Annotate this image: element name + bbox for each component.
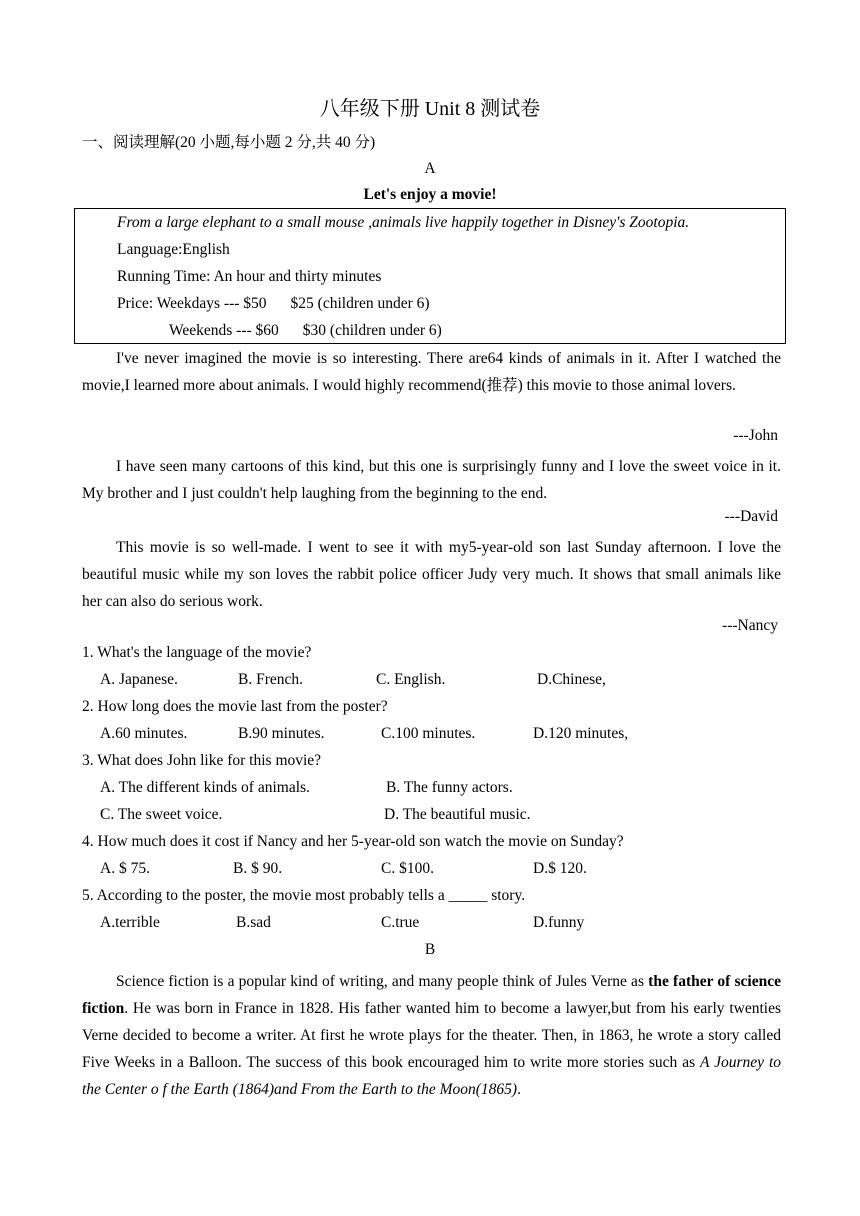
q1-option-d: D.Chinese, xyxy=(537,671,606,688)
section-heading: 一、阅读理解(20 小题,每小题 2 分,共 40 分) xyxy=(82,134,376,151)
passage-b-bold-phrase: the father of science fiction xyxy=(82,973,781,1017)
q3-option-d: D. The beautiful music. xyxy=(384,806,531,823)
poster-title: Let's enjoy a movie! xyxy=(363,186,497,203)
passage-b-text-end: . xyxy=(517,1081,521,1098)
poster-price-weekends xyxy=(169,322,442,340)
q4-option-a: A. $ 75. xyxy=(100,860,150,877)
q5-option-d: D.funny xyxy=(533,914,585,931)
movie-poster-box xyxy=(74,208,786,344)
question-4: 4. How much does it cost if Nancy and her 5-year-old son watch the movie on Sunday? xyxy=(82,833,624,850)
q5-option-a: A.terrible xyxy=(100,914,160,931)
passage-b-text-start: Science fiction is a popular kind of writing, and many people think of Jules Verne as xyxy=(116,973,649,990)
q1-option-a: A. Japanese. xyxy=(100,671,178,688)
q4-option-b: B. $ 90. xyxy=(233,860,283,877)
review-nancy: This movie is so well-made. I went to see it with my5-year-old son last Sunday afternoon. I love the beautiful music while my son loves the rabbit police officer Judy very much. It shows that small animals like her can also do serious work. xyxy=(82,539,781,610)
q3-option-c: C. The sweet voice. xyxy=(100,806,223,823)
review-author-david: ---David xyxy=(724,508,778,525)
price-weekdays-adult: Price: Weekdays --- $50 xyxy=(117,295,267,312)
poster-price-weekdays xyxy=(117,295,430,313)
q2-option-a: A.60 minutes. xyxy=(100,725,188,742)
q4-option-d: D.$ 120. xyxy=(533,860,587,877)
poster-language: Language:English xyxy=(117,241,230,258)
q2-option-d: D.120 minutes, xyxy=(533,725,629,742)
q2-option-c: C.100 minutes. xyxy=(381,725,476,742)
q1-option-b: B. French. xyxy=(238,671,304,688)
q3-option-b: B. The funny actors. xyxy=(386,779,513,796)
question-2: 2. How long does the movie last from the poster? xyxy=(82,698,388,715)
q5-option-b: B.sad xyxy=(236,914,271,931)
question-1: 1. What's the language of the movie? xyxy=(82,644,312,661)
q1-option-c: C. English. xyxy=(376,671,446,688)
passage-b-paragraph xyxy=(82,968,781,1103)
passage-b-italic-titles: A Journey to the Center o f the Earth (1864)and From the Earth to the Moon(1865) xyxy=(82,1054,781,1098)
poster-running-time: Running Time: An hour and thirty minutes xyxy=(117,268,382,285)
passage-b-label: B xyxy=(424,941,436,958)
price-weekdays-child: $25 (children under 6) xyxy=(290,295,430,312)
passage-b-text-mid: . He was born in France in 1828. His father wanted him to become a lawyer,but from his early twenties Verne decided to become a writer. At first he wrote plays for the theater. Then, in 1863, he wrote a story called Five Weeks in a Balloon. The success of this book encouraged him to write more stories such as xyxy=(82,1000,781,1071)
q4-option-c: C. $100. xyxy=(381,860,434,877)
price-weekends-adult: Weekends --- $60 xyxy=(169,322,279,339)
review-john: I've never imagined the movie is so interesting. There are64 kinds of animals in it. After I watched the movie,I learned more about animals. I would highly recommend(推荐) this movie to those animal lovers. xyxy=(82,350,781,394)
q2-option-b: B.90 minutes. xyxy=(238,725,325,742)
review-author-john: ---John xyxy=(733,427,778,444)
q3-option-a: A. The different kinds of animals. xyxy=(100,779,310,796)
price-weekends-child: $30 (children under 6) xyxy=(302,322,442,339)
poster-tagline: From a large elephant to a small mouse ,animals live happily together in Disney's Zootopia. xyxy=(117,214,690,231)
question-3: 3. What does John like for this movie? xyxy=(82,752,322,769)
q5-option-c: C.true xyxy=(381,914,420,931)
passage-a-label: A xyxy=(424,160,436,177)
review-david: I have seen many cartoons of this kind, but this one is surprisingly funny and I love the sweet voice in it. My brother and I just couldn't help laughing from the beginning to the end. xyxy=(82,458,781,502)
review-author-nancy: ---Nancy xyxy=(722,617,778,634)
page-title: 八年级下册 Unit 8 测试卷 xyxy=(319,98,541,120)
question-5: 5. According to the poster, the movie most probably tells a _____ story. xyxy=(82,887,526,904)
